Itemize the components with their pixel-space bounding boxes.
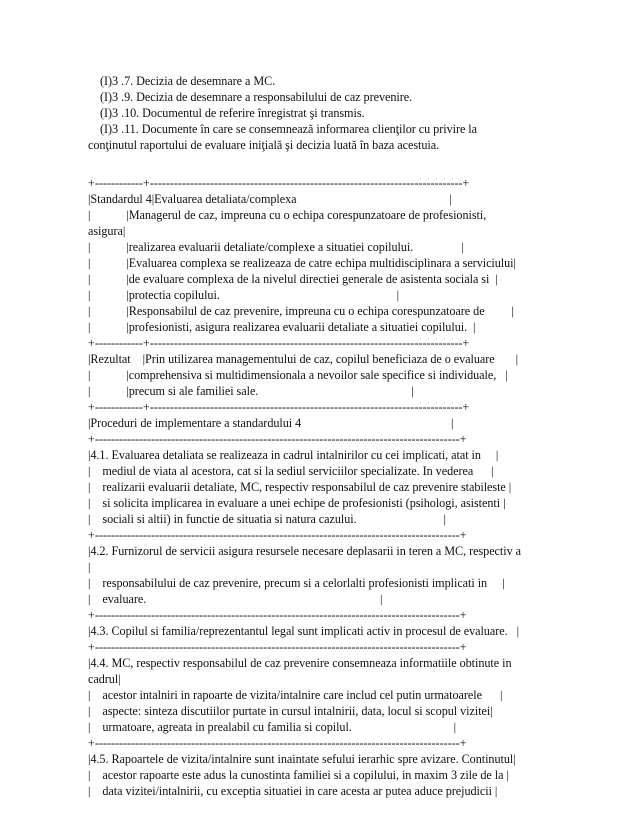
table-line: | evaluare. |	[88, 592, 383, 606]
table-line: | urmatoare, agreata in prealabil cu familia si copilul. |	[88, 720, 457, 734]
table-line: | acestor intalniri in rapoarte de vizita/intalnire care includ cel putin urmatoarele |	[88, 688, 503, 702]
table-line: | |Managerul de caz, impreuna cu o echipa corespunzatoare de profesionisti,	[88, 208, 487, 222]
table-line: | aspecte: sinteza discutiilor purtate in cursul intalnirii, data, locul si scopul vizitei|	[88, 704, 493, 718]
table-line: |Proceduri de implementare a standardului 4 |	[88, 416, 454, 430]
table-line: +------------+------------------------------------------------------------------------------+	[88, 400, 470, 414]
table-line: | |Responsabilul de caz prevenire, impreuna cu o echipa corespunzatoare de |	[88, 304, 514, 318]
table-line: |4.1. Evaluarea detaliata se realizeaza in cadrul intalnirilor cu cei implicati, atat in |	[88, 448, 499, 462]
table-line: | data vizitei/intalnirii, cu exceptia situatiei in care acesta ar putea aduce prejudicii |	[88, 784, 498, 798]
table-line: +-------------------------------------------------------------------------------------------+	[88, 608, 467, 622]
table-line: | |realizarea evaluarii detaliate/complexe a situatiei copilului. |	[88, 240, 464, 254]
table-line: | realizarii evaluarii detaliate, MC, respectiv responsabilul de caz prevenire stabileste |	[88, 480, 512, 494]
table-line: | |protectia copilului. |	[88, 288, 400, 302]
table-line: +-------------------------------------------------------------------------------------------+	[88, 528, 467, 542]
table-line: | |de evaluare complexa de la nivelul directiei generale de asistenta sociala si |	[88, 272, 498, 286]
table-line: | |comprehensiva si multidimensionala a nevoilor sale specifice si individuale, |	[88, 368, 508, 382]
table-line: +-------------------------------------------------------------------------------------------+	[88, 640, 467, 654]
table-line: +-------------------------------------------------------------------------------------------+	[88, 432, 467, 446]
table-line: | |precum si ale familiei sale. |	[88, 384, 414, 398]
table-line: | |profesionisti, asigura realizarea evaluarii detaliate a situatiei copilului. |	[88, 320, 476, 334]
table-line: | si solicita implicarea in evaluare a unei echipe de profesionisti (psihologi, asistenti |	[88, 496, 506, 510]
table-line: |4.2. Furnizorul de servicii asigura resursele necesare deplasarii in teren a MC, respectiv a	[88, 544, 521, 558]
table-line: asigura|	[88, 224, 126, 238]
table-line: |4.4. MC, respectiv responsabilul de caz prevenire consemneaza informatiile obtinute in	[88, 656, 512, 670]
table-line: +------------+------------------------------------------------------------------------------+	[88, 176, 470, 190]
intro-line: (I)3 .11. Documente în care se consemnează informarea clienţilor cu privire la	[100, 122, 478, 136]
table-line: +-------------------------------------------------------------------------------------------+	[88, 736, 467, 750]
table-line: |4.3. Copilul si familia/reprezentantul legal sunt implicati activ in procesul de evaluare. |	[88, 624, 519, 638]
table-line: +------------+------------------------------------------------------------------------------+	[88, 336, 470, 350]
intro-line: (I)3 .10. Documentul de referire înregistrat şi transmis.	[100, 106, 365, 120]
table-line: |Rezultat |Prin utilizarea managementului de caz, copilul beneficiaza de o evaluare |	[88, 352, 519, 366]
table-line: |Standardul 4|Evaluarea detaliata/complexa |	[88, 192, 452, 206]
intro-line: (I)3 .9. Decizia de desemnare a responsabilului de caz prevenire.	[100, 90, 413, 104]
table-line: | mediul de viata al acestora, cat si la sediul serviciilor specializate. In vederea |	[88, 464, 494, 478]
table-line: cadrul|	[88, 672, 121, 686]
table-line: | acestor rapoarte este adus la cunostinta familiei si a copilului, in maxim 3 zile de la |	[88, 768, 509, 782]
table-line: | responsabilului de caz prevenire, precum si a celorlalti profesionisti implicati in |	[88, 576, 505, 590]
table-line: |4.5. Rapoartele de vizita/intalnire sunt inaintate sefului ierarhic spre avizare. Continutul|	[88, 752, 516, 766]
intro-line: (I)3 .7. Decizia de desemnare a MC.	[100, 74, 276, 88]
intro-line: conţinutul raportului de evaluare iniţială şi decizia luată în baza acestuia.	[88, 138, 440, 152]
table-line: | |Evaluarea complexa se realizeaza de catre echipa multidisciplinara a serviciului|	[88, 256, 516, 270]
table-line: |	[88, 560, 91, 574]
table-line: | sociali si altii) in functie de situatia si natura cazului. |	[88, 512, 446, 526]
